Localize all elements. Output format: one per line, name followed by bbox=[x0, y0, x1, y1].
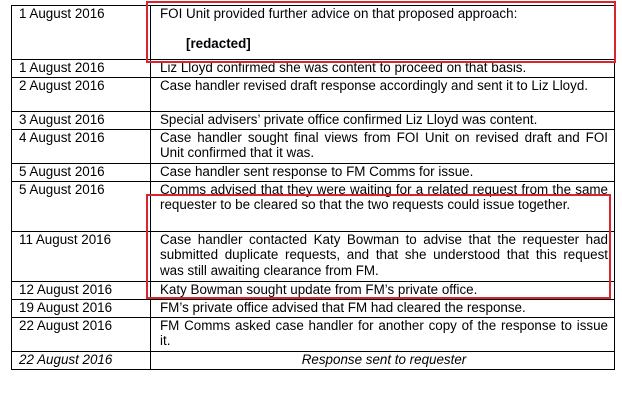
event-cell: Case handler contacted Katy Bowman to advise that the requester had submitted duplicate requests, and that she understood that this request was still awaiting clearance from FM. bbox=[151, 232, 615, 282]
date-cell: 11 August 2016 bbox=[12, 232, 151, 282]
date-cell: 4 August 2016 bbox=[12, 130, 151, 164]
timeline-table bbox=[11, 5, 615, 370]
table-row bbox=[12, 318, 615, 352]
table-row bbox=[12, 232, 615, 282]
date-cell: 1 August 2016 bbox=[12, 60, 151, 78]
date-cell: 22 August 2016 bbox=[12, 318, 151, 352]
event-cell: Case handler revised draft response accordingly and sent it to Liz Lloyd. bbox=[151, 78, 615, 112]
event-cell: Case handler sent response to FM Comms for issue. bbox=[151, 164, 615, 182]
event-cell: Liz Lloyd confirmed she was content to proceed on that basis. bbox=[151, 60, 615, 78]
table-row bbox=[12, 300, 615, 318]
event-cell: Case handler sought final views from FOI Unit on revised draft and FOI Unit confirmed that it was. bbox=[151, 130, 615, 164]
table-row bbox=[12, 112, 615, 130]
date-cell: 5 August 2016 bbox=[12, 182, 151, 232]
event-cell: FM’s private office advised that FM had cleared the response. bbox=[151, 300, 615, 318]
event-cell: FM Comms asked case handler for another copy of the response to issue it. bbox=[151, 318, 615, 352]
redacted-marker: [redacted] bbox=[186, 36, 251, 52]
event-text: FOI Unit provided further advice on that proposed approach: bbox=[160, 6, 518, 21]
event-cell bbox=[151, 6, 615, 60]
date-cell: 3 August 2016 bbox=[12, 112, 151, 130]
table-row bbox=[12, 164, 615, 182]
table-row bbox=[12, 182, 615, 232]
table-row bbox=[12, 130, 615, 164]
event-cell: Special advisers’ private office confirmed Liz Lloyd was content. bbox=[151, 112, 615, 130]
event-cell: Comms advised that they were waiting for a related request from the same requester to be cleared so that the two requests could issue together. bbox=[151, 182, 615, 232]
table-row bbox=[12, 282, 615, 300]
date-cell: 1 August 2016 bbox=[12, 6, 151, 60]
table-row bbox=[12, 60, 615, 78]
date-cell: 22 August 2016 bbox=[12, 352, 151, 370]
event-cell: Response sent to requester bbox=[151, 352, 615, 370]
event-cell: Katy Bowman sought update from FM’s private office. bbox=[151, 282, 615, 300]
date-cell: 12 August 2016 bbox=[12, 282, 151, 300]
date-cell: 19 August 2016 bbox=[12, 300, 151, 318]
table-row bbox=[12, 78, 615, 112]
table-row bbox=[12, 6, 615, 60]
table-row bbox=[12, 352, 615, 370]
date-cell: 5 August 2016 bbox=[12, 164, 151, 182]
date-cell: 2 August 2016 bbox=[12, 78, 151, 112]
